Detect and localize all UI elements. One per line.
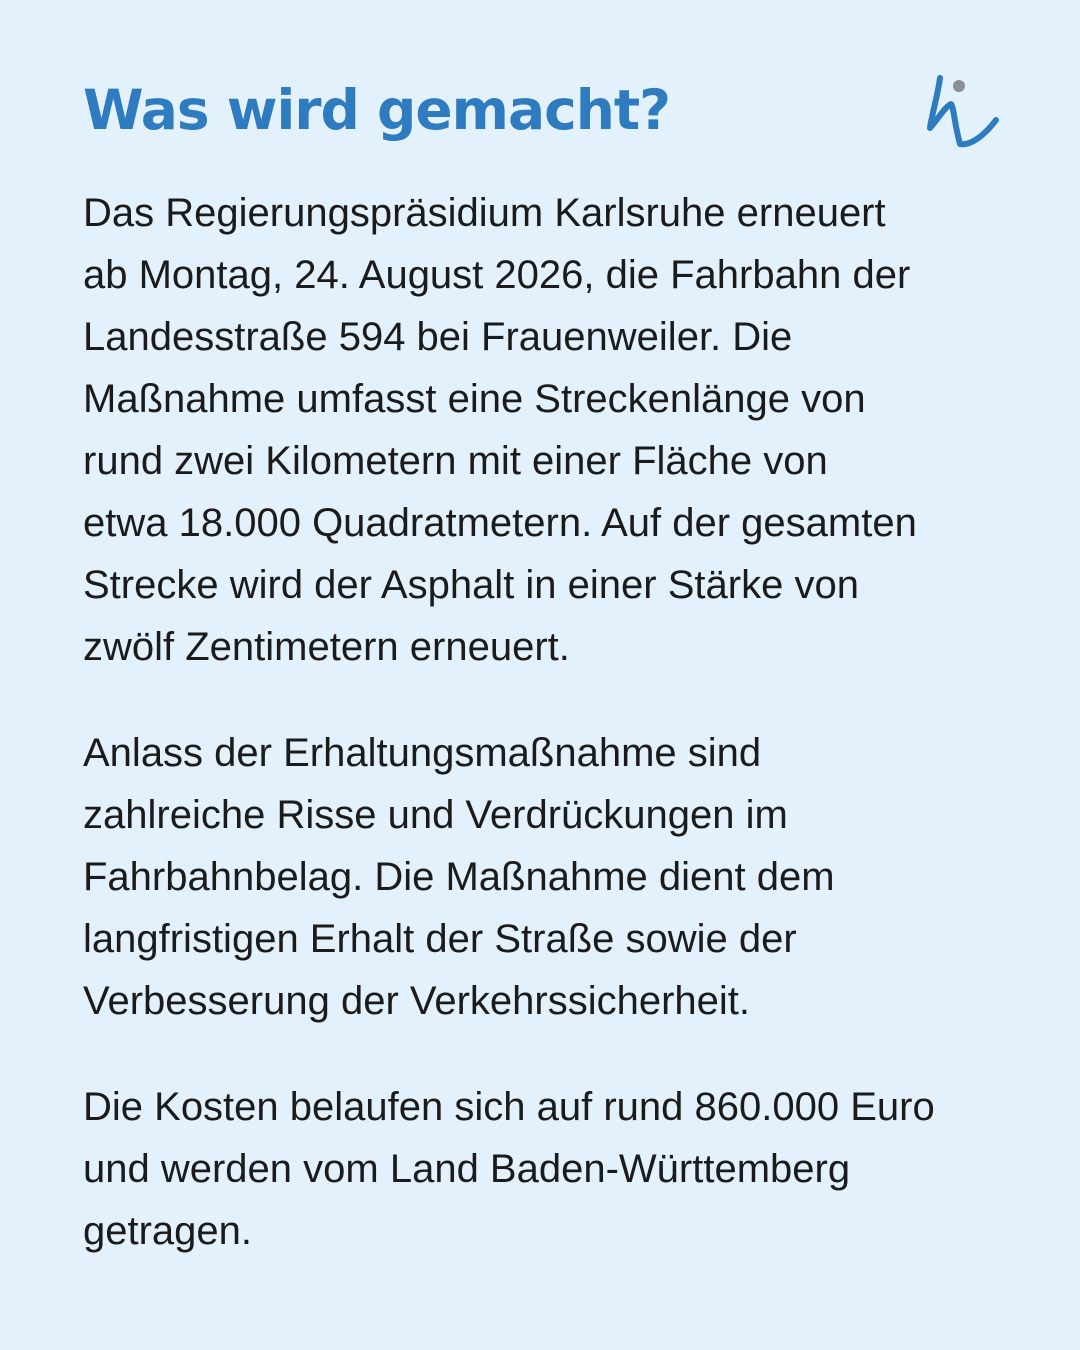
paragraph-project-description — [83, 182, 1023, 678]
text-line: Anlass der Erhaltungsmaßnahme sind — [83, 731, 762, 775]
text-line: Verbesserung der Verkehrssicherheit. — [83, 979, 751, 1023]
text-line: etwa 18.000 Quadratmetern. Auf der gesamten — [83, 501, 917, 545]
text-line: Die Kosten belaufen sich auf rund 860.000 Euro — [83, 1085, 935, 1129]
text-line: langfristigen Erhalt der Straße sowie der — [83, 917, 797, 961]
text-line: Maßnahme umfasst eine Streckenlänge von — [83, 377, 866, 421]
text-line: Fahrbahnbelag. Die Maßnahme dient dem — [83, 855, 835, 899]
text-line: zwölf Zentimetern erneuert. — [83, 625, 570, 669]
text-line: und werden vom Land Baden-Württemberg — [83, 1147, 851, 1191]
brand-logo-icon — [918, 70, 1008, 160]
text-line: zahlreiche Risse und Verdrückungen im — [83, 793, 788, 837]
logo-dot — [953, 80, 965, 92]
text-line: ab Montag, 24. August 2026, die Fahrbahn der — [83, 253, 911, 297]
text-line: rund zwei Kilometern mit einer Fläche von — [83, 439, 828, 483]
article-body — [83, 182, 1023, 1262]
paragraph-costs — [83, 1076, 1023, 1262]
page-title: Was wird gemacht? — [83, 78, 671, 142]
text-line: Das Regierungspräsidium Karlsruhe erneuert — [83, 191, 886, 235]
text-line: Strecke wird der Asphalt in einer Stärke von — [83, 563, 859, 607]
text-line: getragen. — [83, 1209, 253, 1253]
paragraph-reason — [83, 722, 1023, 1032]
text-line: Landesstraße 594 bei Frauenweiler. Die — [83, 315, 793, 359]
